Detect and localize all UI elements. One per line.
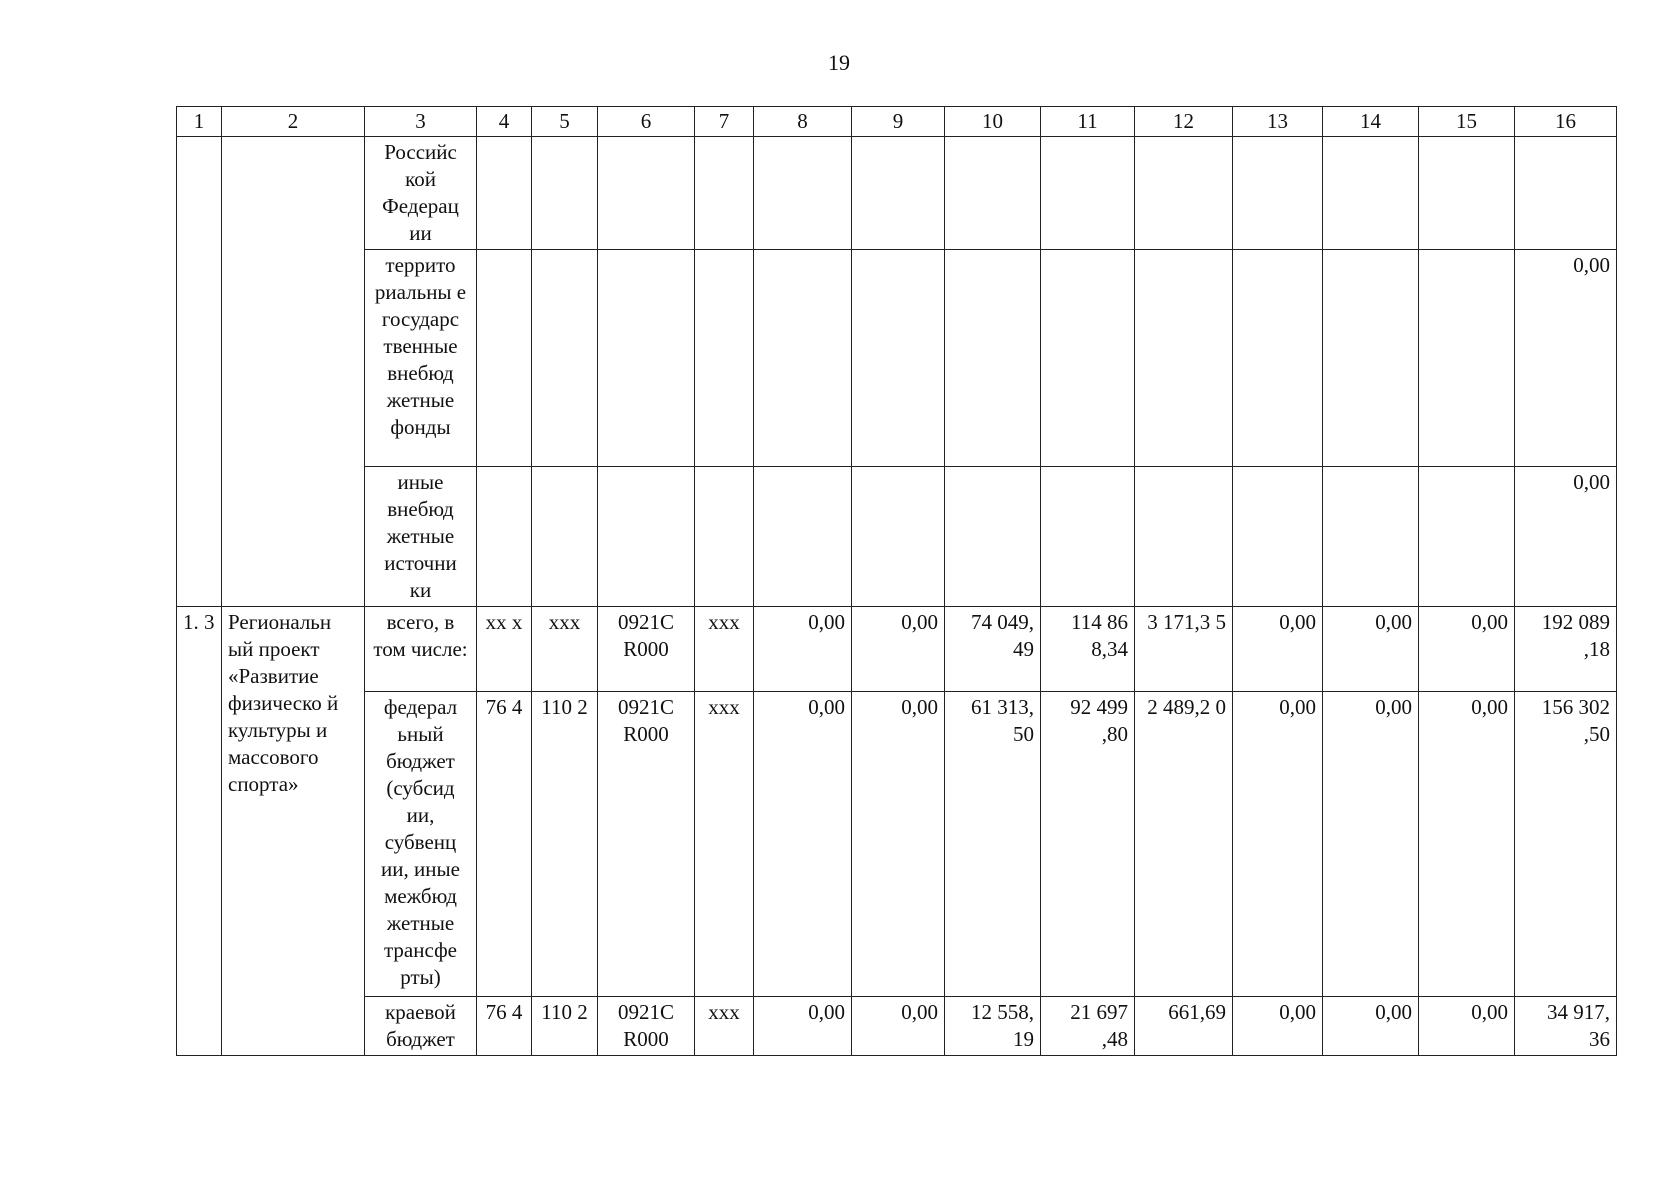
empty-cell: [598, 250, 695, 467]
empty-cell: [1233, 467, 1323, 607]
empty-cell: [1135, 467, 1233, 607]
empty-cell: [1233, 137, 1323, 250]
empty-cell: [1135, 137, 1233, 250]
source-cell: федерал ьный бюджет (субсид ии, субвенц ии, иные межбюд жетные трансфе рты): [365, 692, 477, 997]
table-row: [177, 607, 1617, 692]
project-number: 1. 3: [177, 607, 222, 1056]
amount-cell: 661,69: [1135, 997, 1233, 1056]
header-cell: 4: [477, 107, 532, 137]
amount-cell: 12 558, 19: [945, 997, 1041, 1056]
header-cell: 12: [1135, 107, 1233, 137]
code-cell: ххх: [695, 997, 754, 1056]
amount-cell: 61 313, 50: [945, 692, 1041, 997]
empty-cell: [1135, 250, 1233, 467]
empty-cell: [945, 250, 1041, 467]
source-cell: иные внебюд жетные источни ки: [365, 467, 477, 607]
code-cell: ххх: [695, 692, 754, 997]
header-cell: 13: [1233, 107, 1323, 137]
empty-cell: [477, 467, 532, 607]
code-cell: 0921С R000: [598, 997, 695, 1056]
empty-cell: [945, 467, 1041, 607]
amount-cell: 0,00: [1323, 997, 1419, 1056]
source-cell: всего, в том числе:: [365, 607, 477, 692]
amount-cell: 114 86 8,34: [1041, 607, 1135, 692]
empty-cell: [477, 137, 532, 250]
empty-cell: [945, 137, 1041, 250]
amount-cell: 0,00: [1419, 692, 1515, 997]
empty-cell: [1041, 137, 1135, 250]
total-cell: 192 089 ,18: [1515, 607, 1617, 692]
total-cell: [1515, 137, 1617, 250]
source-cell: краевой бюджет: [365, 997, 477, 1056]
header-cell: 3: [365, 107, 477, 137]
empty-cell: [695, 137, 754, 250]
code-cell: 110 2: [532, 997, 598, 1056]
header-cell: 10: [945, 107, 1041, 137]
empty-cell: [1233, 250, 1323, 467]
amount-cell: 0,00: [1419, 997, 1515, 1056]
empty-cell: [177, 137, 222, 607]
code-cell: 0921С R000: [598, 692, 695, 997]
empty-cell: [598, 137, 695, 250]
amount-cell: 92 499 ,80: [1041, 692, 1135, 997]
empty-cell: [532, 137, 598, 250]
code-cell: 0921С R000: [598, 607, 695, 692]
header-cell: 16: [1515, 107, 1617, 137]
code-cell: хх х: [477, 607, 532, 692]
empty-cell: [852, 137, 945, 250]
amount-cell: 0,00: [1323, 692, 1419, 997]
total-cell: 156 302 ,50: [1515, 692, 1617, 997]
empty-cell: [1323, 467, 1419, 607]
empty-cell: [1419, 467, 1515, 607]
amount-cell: 0,00: [1233, 607, 1323, 692]
empty-cell: [1323, 137, 1419, 250]
table-row: [177, 997, 1617, 1056]
code-cell: 110 2: [532, 692, 598, 997]
total-cell: 0,00: [1515, 250, 1617, 467]
table-header-row: [177, 107, 1617, 137]
amount-cell: 0,00: [1233, 692, 1323, 997]
empty-cell: [695, 467, 754, 607]
empty-cell: [222, 137, 365, 607]
empty-cell: [532, 250, 598, 467]
code-cell: ххх: [532, 607, 598, 692]
table-row: [177, 137, 1617, 250]
empty-cell: [1419, 250, 1515, 467]
amount-cell: 74 049, 49: [945, 607, 1041, 692]
code-cell: 76 4: [477, 692, 532, 997]
amount-cell: 0,00: [1233, 997, 1323, 1056]
empty-cell: [754, 467, 852, 607]
header-cell: 1: [177, 107, 222, 137]
table-row: [177, 467, 1617, 607]
amount-cell: 0,00: [1419, 607, 1515, 692]
amount-cell: 0,00: [852, 607, 945, 692]
header-cell: 2: [222, 107, 365, 137]
empty-cell: [754, 137, 852, 250]
empty-cell: [477, 250, 532, 467]
header-cell: 8: [754, 107, 852, 137]
amount-cell: 0,00: [754, 607, 852, 692]
header-cell: 5: [532, 107, 598, 137]
header-cell: 11: [1041, 107, 1135, 137]
empty-cell: [852, 250, 945, 467]
budget-table: [176, 106, 1617, 1056]
empty-cell: [1041, 467, 1135, 607]
table-row: [177, 250, 1617, 467]
amount-cell: 0,00: [754, 997, 852, 1056]
empty-cell: [1419, 137, 1515, 250]
page-number: 19: [828, 50, 850, 75]
amount-cell: 0,00: [1323, 607, 1419, 692]
total-cell: 34 917, 36: [1515, 997, 1617, 1056]
amount-cell: 21 697 ,48: [1041, 997, 1135, 1056]
empty-cell: [695, 250, 754, 467]
header-cell: 15: [1419, 107, 1515, 137]
header-cell: 7: [695, 107, 754, 137]
amount-cell: 0,00: [852, 692, 945, 997]
header-cell: 14: [1323, 107, 1419, 137]
code-cell: 76 4: [477, 997, 532, 1056]
source-cell: Российс кой Федерац ии: [365, 137, 477, 250]
empty-cell: [598, 467, 695, 607]
project-name: Региональн ый проект «Развитие физическо й культуры и массового спорта»: [222, 607, 365, 1056]
code-cell: ххх: [695, 607, 754, 692]
amount-cell: 3 171,3 5: [1135, 607, 1233, 692]
amount-cell: 0,00: [852, 997, 945, 1056]
source-cell: террито риальны е государс твенные внебюд жетные фонды: [365, 250, 477, 467]
amount-cell: 0,00: [754, 692, 852, 997]
header-cell: 6: [598, 107, 695, 137]
empty-cell: [532, 467, 598, 607]
empty-cell: [852, 467, 945, 607]
header-cell: 9: [852, 107, 945, 137]
empty-cell: [1323, 250, 1419, 467]
total-cell: 0,00: [1515, 467, 1617, 607]
table-row: [177, 692, 1617, 997]
empty-cell: [754, 250, 852, 467]
empty-cell: [1041, 250, 1135, 467]
amount-cell: 2 489,2 0: [1135, 692, 1233, 997]
